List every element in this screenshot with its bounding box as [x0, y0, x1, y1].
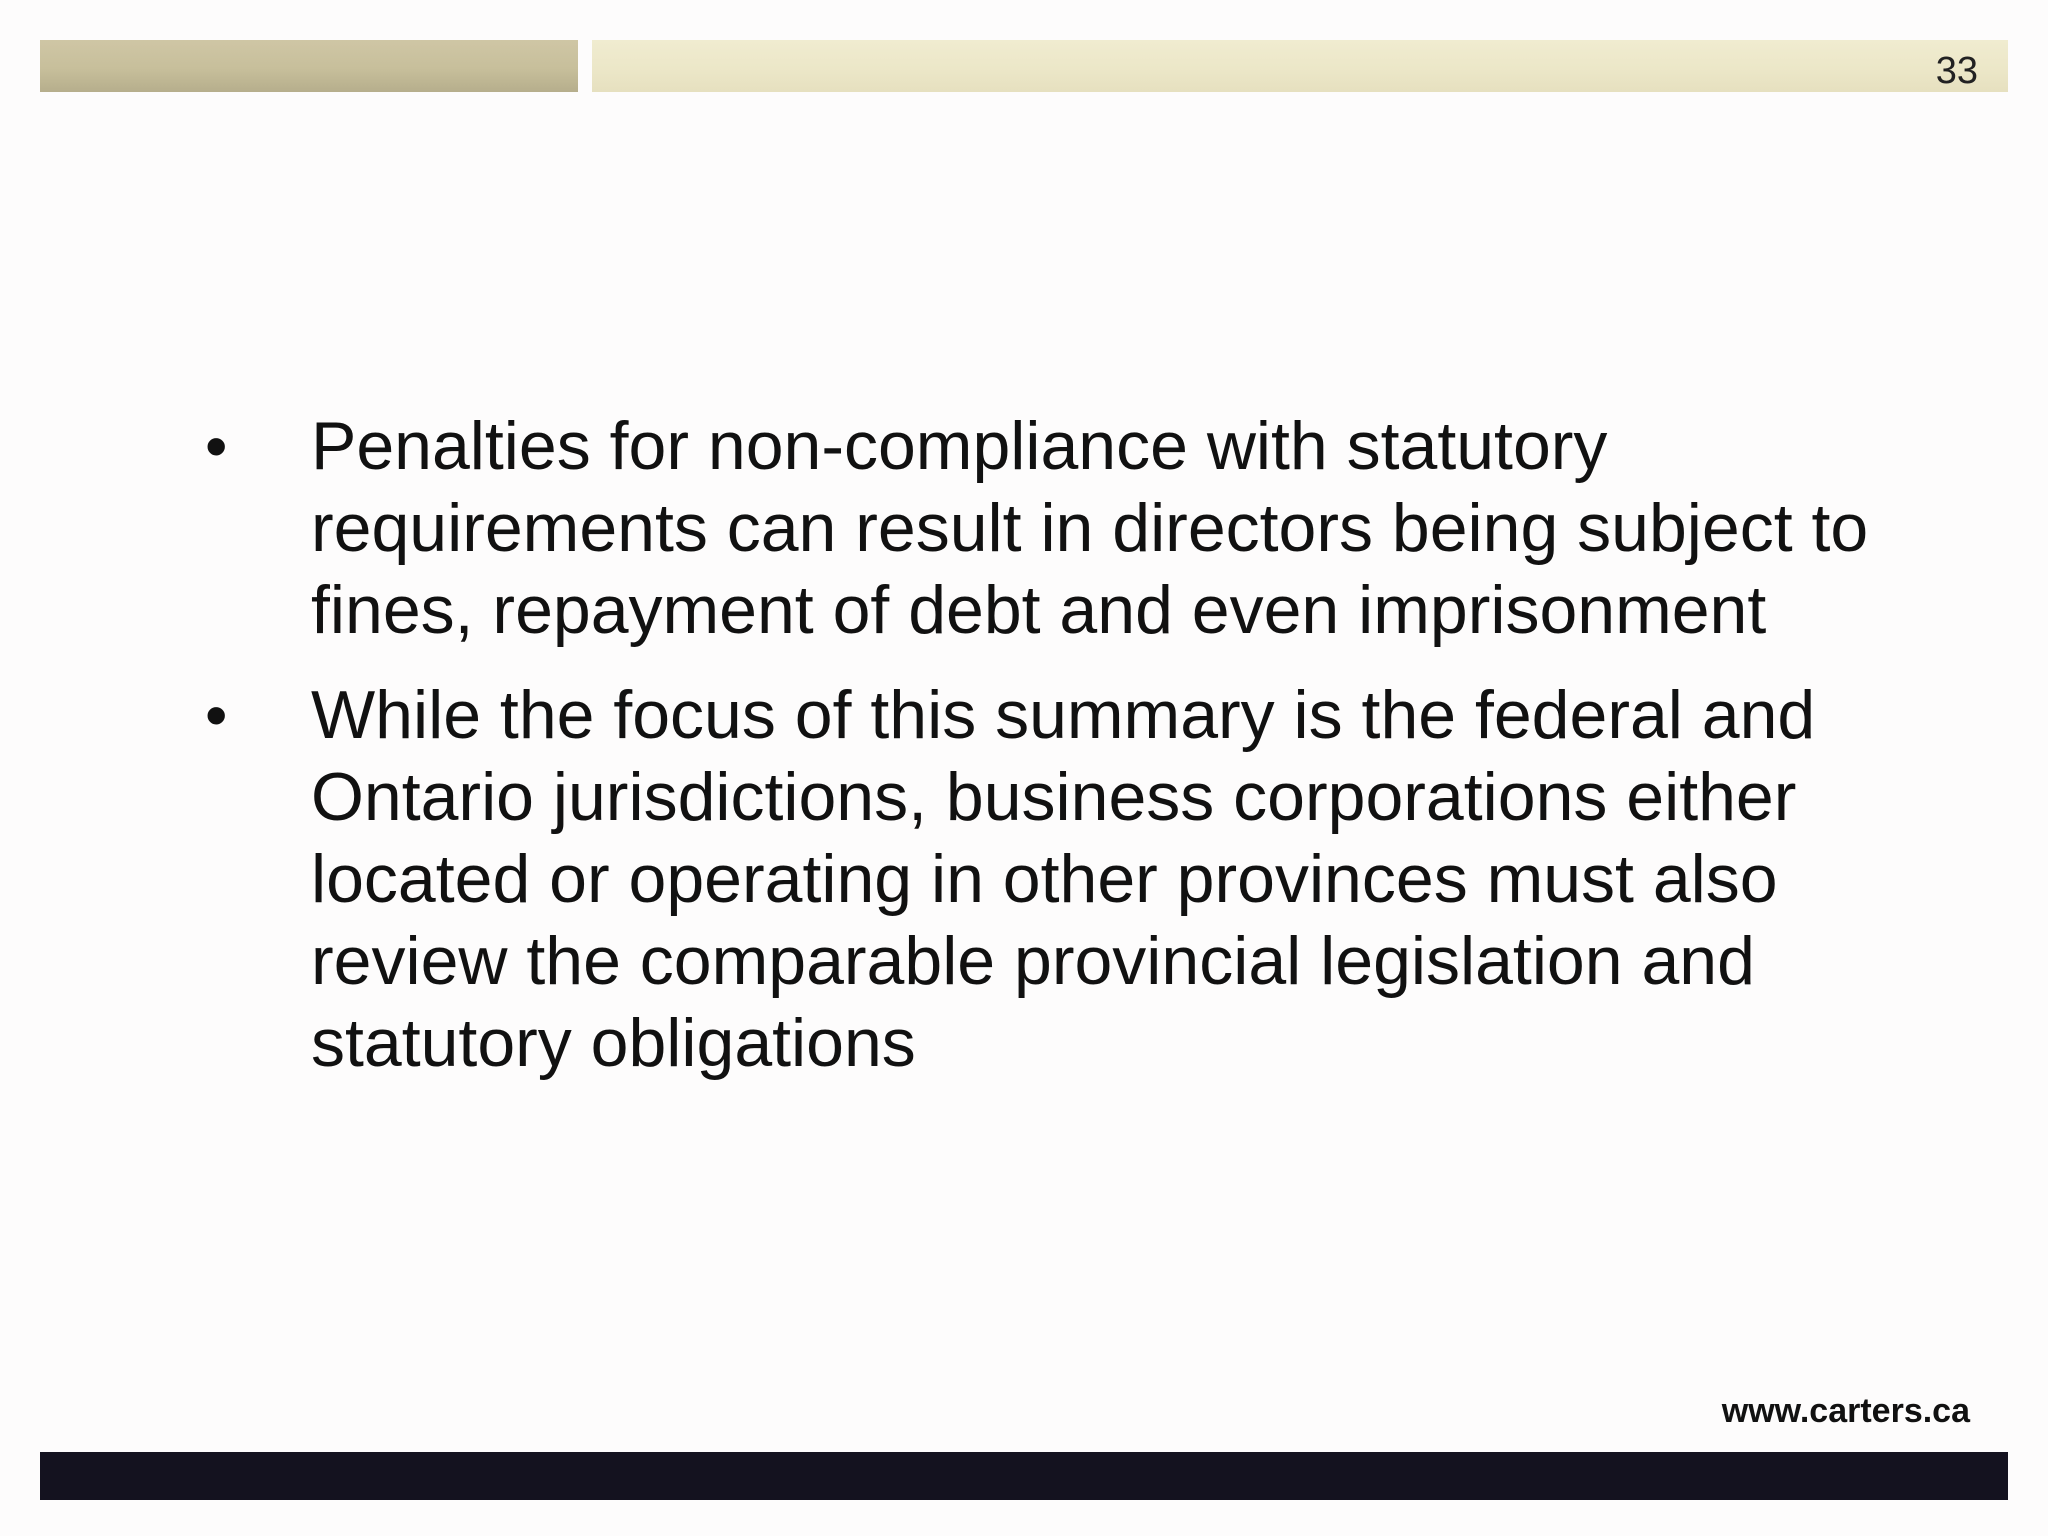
page-number: 33 — [1935, 50, 1978, 92]
bullet-icon: • — [205, 410, 228, 482]
bullet-text: Penalties for non-compliance with statutory requirements can result in directors being subject to fines, repayment of debt and even imprisonment — [311, 408, 1869, 648]
bullet-item — [205, 405, 1905, 651]
footer-bar — [40, 1452, 2008, 1500]
bullet-icon: • — [205, 679, 228, 751]
website-link[interactable]: www.carters.ca — [1721, 1392, 1970, 1430]
bullet-list — [205, 405, 1905, 1107]
bullet-text: While the focus of this summary is the federal and Ontario jurisdictions, business corporations either located or operating in other provinces must also review the comparable provincial legislation and statutory obligations — [311, 677, 1816, 1081]
header-bar-left — [40, 40, 578, 92]
bullet-item — [205, 674, 1905, 1084]
header-bar-right — [592, 40, 2008, 92]
